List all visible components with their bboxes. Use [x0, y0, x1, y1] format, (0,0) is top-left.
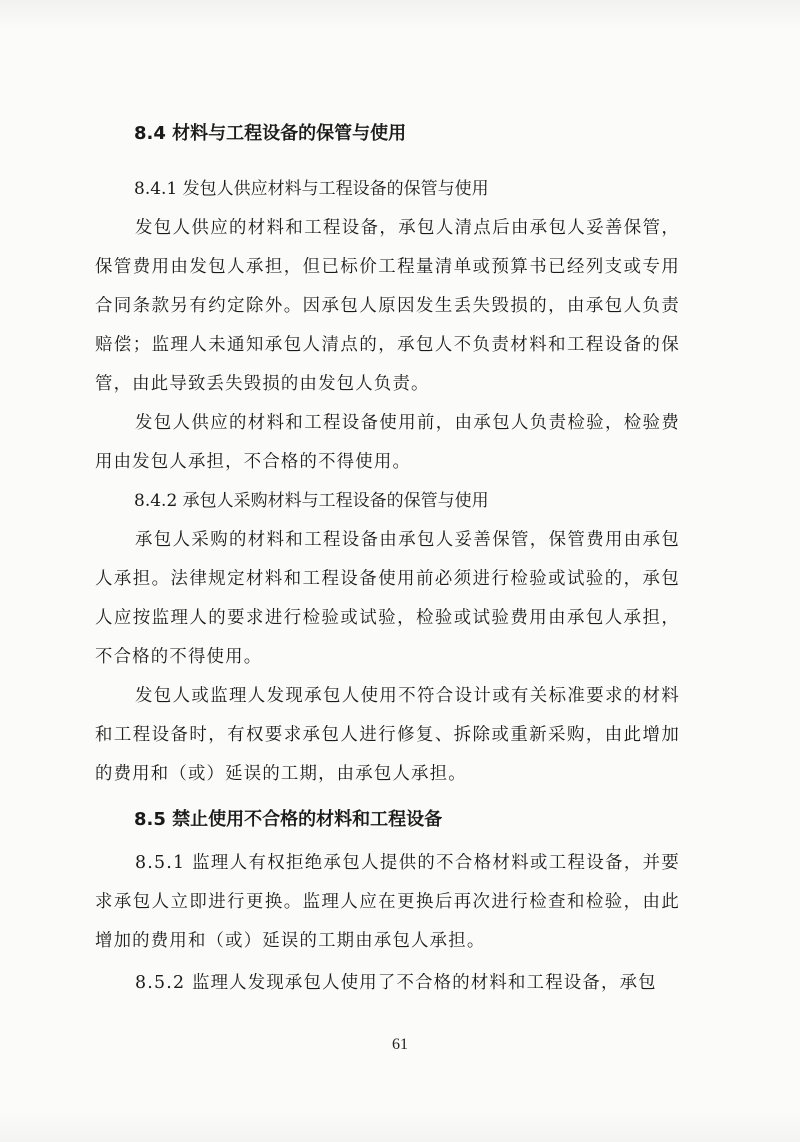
section-heading-8-4: 8.4 材料与工程设备的保管与使用 [134, 123, 407, 144]
paragraph-8-4-1-inspection: 发包人供应的材料和工程设备使用前，由承包人负责检验，检验费用由发包人承担，不合格的不得使用。 [95, 413, 680, 472]
subsection-title-8-4-1: 8.4.1 发包人供应材料与工程设备的保管与使用 [134, 179, 489, 199]
page-number: 61 [392, 1036, 408, 1053]
paragraph-8-4-2-storage: 承包人采购的材料和工程设备由承包人妥善保管，保管费用由承包人承担。法律规定材料和工程设备使用前必须进行检验或试验的，承包人应按监理人的要求进行检验或试验，检验或试验费用由承包人承担，不合格的不得使用。 [95, 530, 680, 667]
paragraph-8-5-1: 8.5.1 监理人有权拒绝承包人提供的不合格材料或工程设备，并要求承包人立即进行更换。监理人应在更换后再次进行检查和检验，由此增加的费用和（或）延误的工期由承包人承担。 [95, 853, 680, 951]
paragraph-8-4-2-repair: 发包人或监理人发现承包人使用不符合设计或有关标准要求的材料和工程设备时，有权要求承包人进行修复、拆除或重新采购，由此增加的费用和（或）延误的工期，由承包人承担。 [95, 686, 680, 784]
section-heading-8-5: 8.5 禁止使用不合格的材料和工程设备 [134, 809, 443, 830]
subsection-title-8-4-2: 8.4.2 承包人采购材料与工程设备的保管与使用 [134, 491, 489, 511]
paragraph-8-4-1-storage: 发包人供应的材料和工程设备，承包人清点后由承包人妥善保管，保管费用由发包人承担，但已标价工程量清单或预算书已经列支或专用合同条款另有约定除外。因承包人原因发生丢失毁损的，由承包人负责赔偿；监理人未通知承包人清点的，承包人不负责材料和工程设备的保管，由此导致丢失毁损的由发包人负责。 [95, 218, 680, 394]
page-content [95, 110, 680, 1003]
paragraph-8-5-2: 8.5.2 监理人发现承包人使用了不合格的材料和工程设备，承包 [135, 973, 657, 993]
